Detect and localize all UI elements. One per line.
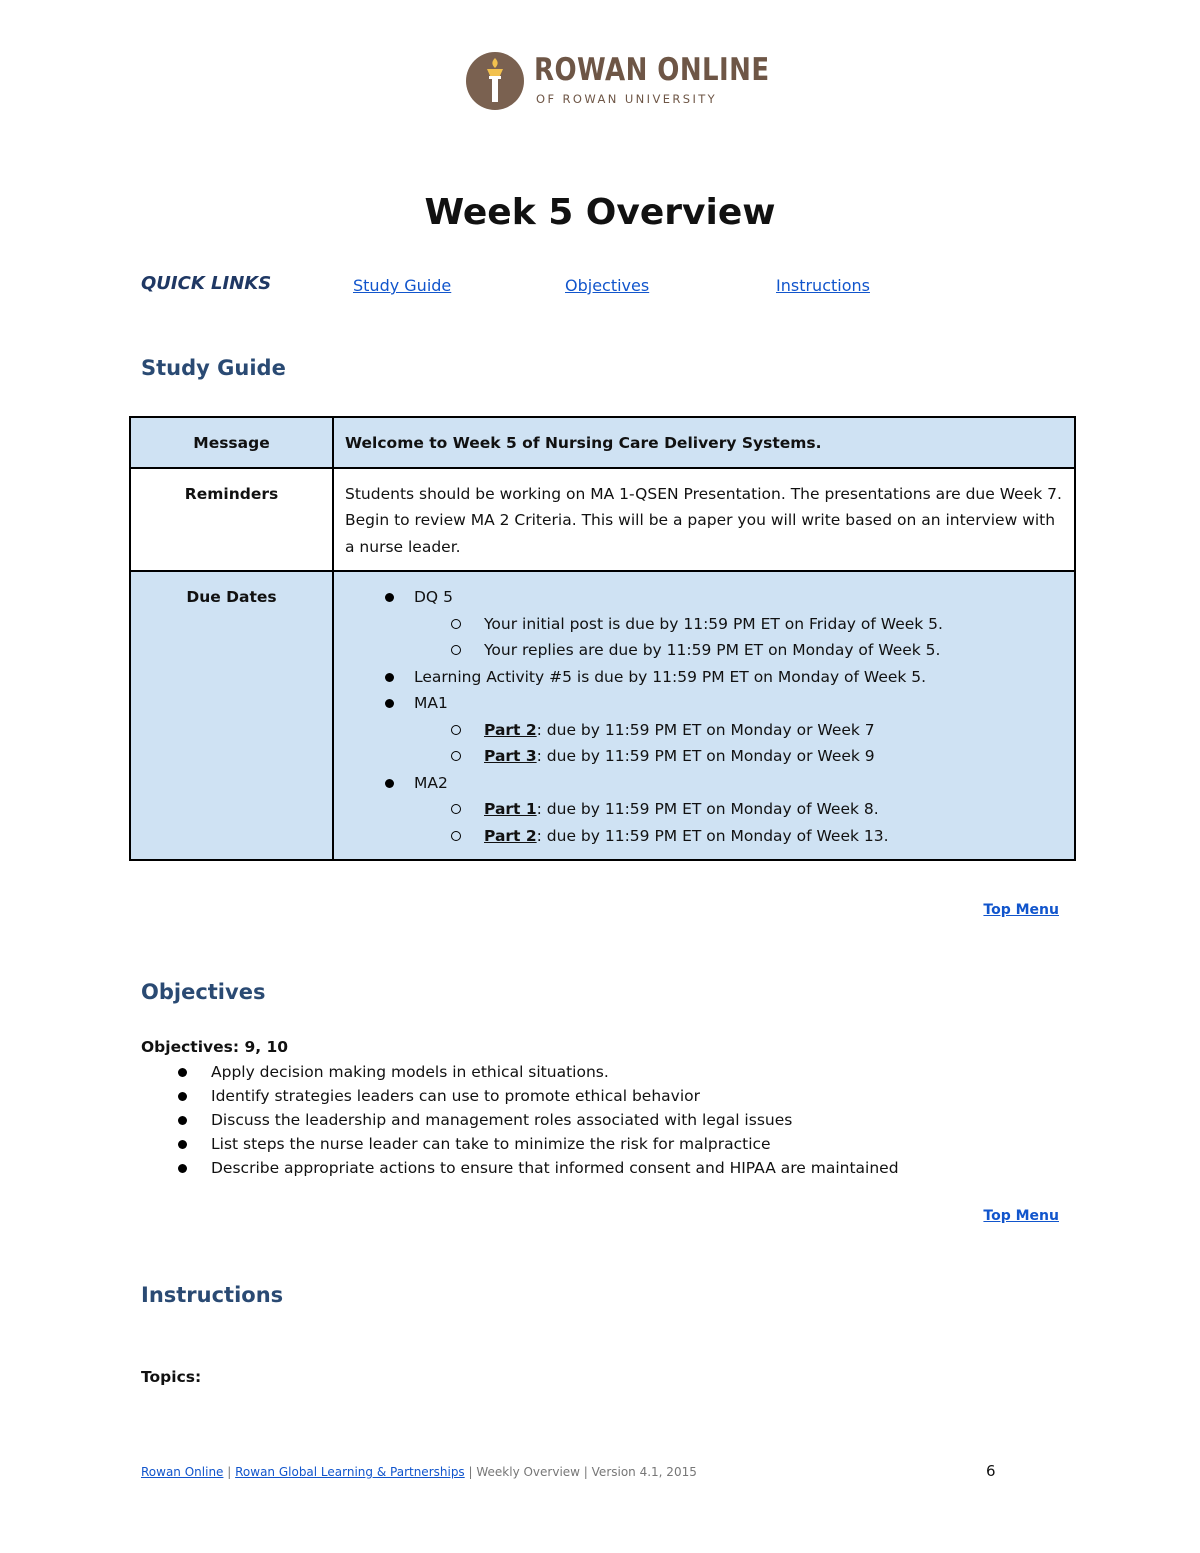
objectives-label: Objectives: 9, 10 [141, 1038, 289, 1056]
logo-subtitle: OF ROWAN UNIVERSITY [536, 92, 718, 106]
list-item: List steps the nurse leader can take to minimize the risk for malpractice [141, 1132, 899, 1156]
objectives-list [141, 1060, 899, 1180]
list-item [448, 796, 1064, 823]
list-item: Your initial post is due by 11:59 PM ET on Friday of Week 5. [448, 611, 1064, 638]
instructions-heading: Instructions [141, 1283, 284, 1307]
list-item [448, 717, 1064, 744]
part-link[interactable]: Part 2 [484, 720, 537, 739]
due-dates-row [130, 571, 1075, 860]
list-item: Learning Activity #5 is due by 11:59 PM ET on Monday of Week 5. [381, 664, 1064, 691]
topics-label: Topics: [141, 1368, 202, 1386]
list-item: Identify strategies leaders can use to promote ethical behavior [141, 1084, 899, 1108]
list-item: Describe appropriate actions to ensure that informed consent and HIPAA are maintained [141, 1156, 899, 1180]
objectives-heading: Objectives [141, 980, 266, 1004]
page-number: 6 [986, 1462, 996, 1480]
quick-link-study-guide[interactable]: Study Guide [353, 276, 452, 295]
list-item [448, 823, 1064, 850]
due-dates-list [333, 571, 1075, 860]
study-guide-heading: Study Guide [141, 356, 286, 380]
logo-name: ROWAN ONLINE [534, 52, 770, 88]
footer [141, 1465, 697, 1479]
due-text: : due by 11:59 PM ET on Monday or Week 7 [536, 720, 875, 739]
footer-link-global-learning[interactable]: Rowan Global Learning & Partnerships [235, 1465, 465, 1479]
footer-link-rowan-online[interactable]: Rowan Online [141, 1465, 224, 1479]
quick-link-instructions[interactable]: Instructions [776, 276, 870, 295]
list-item: Apply decision making models in ethical situations. [141, 1060, 899, 1084]
part-link[interactable]: Part 2 [484, 826, 537, 845]
top-menu-link[interactable]: Top Menu [983, 1208, 1059, 1224]
reminders-text [333, 468, 1075, 572]
list-item: Discuss the leadership and management roles associated with legal issues [141, 1108, 899, 1132]
due-text: : due by 11:59 PM ET on Monday of Week 8. [536, 800, 879, 818]
page-title: Week 5 Overview [424, 192, 776, 233]
message-row [130, 417, 1075, 468]
list-item [381, 690, 1064, 770]
list-item: Your replies are due by 11:59 PM ET on Monday of Week 5. [448, 637, 1064, 664]
list-item [448, 743, 1064, 770]
reminder-line: Begin to review MA 2 Criteria. This will be a paper you will write based on an interview with a nurse leader. [345, 511, 1056, 556]
reminders-label: Reminders [130, 468, 333, 572]
top-menu-link[interactable]: Top Menu [983, 902, 1059, 918]
ma2-title: MA2 [414, 773, 448, 792]
ma1-title: MA1 [414, 694, 448, 712]
due-text: : due by 11:59 PM ET on Monday or Week 9 [536, 747, 875, 765]
list-item [381, 770, 1064, 850]
torch-icon [466, 52, 524, 110]
part-link[interactable]: Part 1 [484, 800, 537, 818]
rowan-online-logo [466, 50, 770, 112]
dq-title: DQ 5 [414, 588, 453, 606]
reminder-line: Students should be working on MA 1-QSEN Presentation. The presentations are due Week 7. [345, 484, 1062, 503]
message-text: Welcome to Week 5 of Nursing Care Delivery Systems. [333, 417, 1075, 468]
part-link[interactable]: Part 3 [484, 747, 537, 765]
due-dates-label: Due Dates [130, 571, 333, 860]
footer-text: | Weekly Overview | Version 4.1, 2015 [464, 1465, 697, 1479]
due-text: : due by 11:59 PM ET on Monday of Week 13. [536, 826, 889, 845]
message-label: Message [130, 417, 333, 468]
list-item [381, 584, 1064, 664]
study-guide-table [129, 416, 1076, 861]
quick-links-label: QUICK LINKS [141, 273, 272, 294]
reminders-row [130, 468, 1075, 572]
quick-link-objectives[interactable]: Objectives [565, 276, 650, 295]
footer-separator: | [223, 1465, 236, 1479]
